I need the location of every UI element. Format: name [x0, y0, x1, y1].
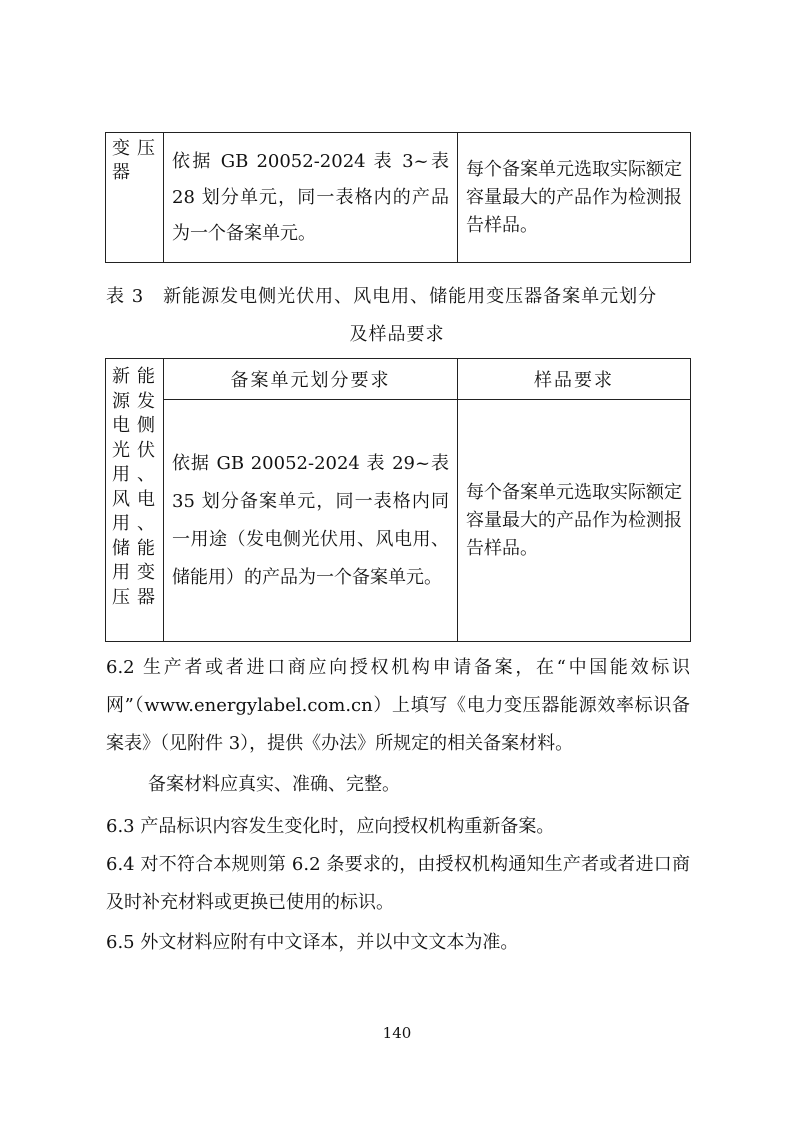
table-3 — [105, 358, 691, 642]
division-cell: 依据 GB 20052-2024 表 29~表 35 划分备案单元，同一表格内同一用途（发电侧光伏用、风电用、储能用）的产品为一个备案单元。 — [164, 400, 458, 642]
paragraph-6-2: 6.2 生产者或者进口商应向授权机构申请备案，在“中国能效标识网”（www.energylabel.com.cn）上填写《电力变压器能源效率标识备案表》（见附件 3），提供《办法》所规定的相关备案材料。 — [106, 657, 690, 754]
header-sample: 样品要求 — [458, 359, 691, 400]
page-number: 140 — [382, 1024, 412, 1042]
division-cell: 依据 GB 20052-2024 表 3~表 28 划分单元，同一表格内的产品为一个备案单元。 — [164, 133, 458, 263]
transformer-table — [105, 132, 691, 263]
table-header-row — [106, 359, 691, 400]
paragraph-6-3: 6.3 产品标识内容发生变化时，应向授权机构重新备案。 — [106, 816, 555, 837]
sample-cell: 每个备案单元选取实际额定容量最大的产品作为检测报告样品。 — [458, 400, 691, 642]
table-row — [106, 133, 691, 263]
paragraph-6-2-sub: 备案材料应真实、准确、完整。 — [148, 774, 400, 795]
table-caption-line2: 及样品要求 — [349, 324, 445, 345]
table-caption-line1: 表 3 新能源发电侧光伏用、风电用、储能用变压器备案单元划分 — [106, 286, 658, 307]
category-cell: 变压器 — [106, 133, 164, 263]
table-row — [106, 400, 691, 642]
sample-cell: 每个备案单元选取实际额定容量最大的产品作为检测报告样品。 — [458, 133, 691, 263]
paragraph-6-5: 6.5 外文材料应附有中文译本，并以中文文本为准。 — [106, 932, 519, 953]
category-cell: 新能源发电侧光伏用、风电用、储能用变压器 — [106, 359, 164, 642]
header-division: 备案单元划分要求 — [164, 359, 458, 400]
paragraph-6-4: 6.4 对不符合本规则第 6.2 条要求的，由授权机构通知生产者或者进口商及时补充材料或更换已使用的标识。 — [106, 854, 690, 913]
